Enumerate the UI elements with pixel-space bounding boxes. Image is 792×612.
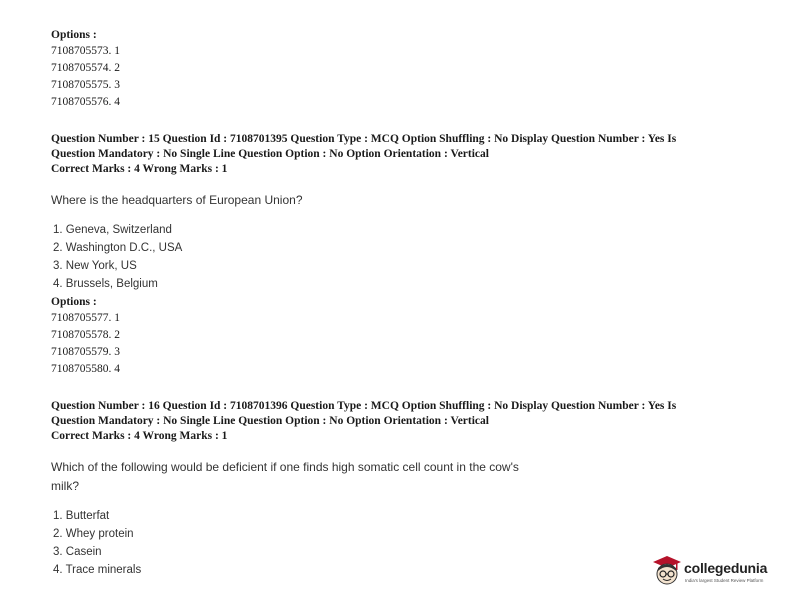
options-label: Options : [51,296,97,308]
answer-choice: 1. Butterfat [53,510,110,522]
question-meta: Question Mandatory : No Single Line Question Option : No Option Orientation : Vertical [51,415,489,427]
answer-choice: 3. Casein [53,546,102,558]
options-label: Options : [51,29,97,41]
option-id: 7108705575. 3 [51,79,120,91]
question-text-continued: milk? [51,479,80,493]
question-meta: Question Number : 15 Question Id : 7108701395 Question Type : MCQ Option Shuffling : No Display Question Number : Yes Is [51,133,677,145]
logo-wordmark: collegedunia [684,560,768,576]
option-id: 7108705576. 4 [51,96,120,108]
question-marks: Correct Marks : 4 Wrong Marks : 1 [51,163,228,175]
graduate-avatar-icon [652,555,682,587]
answer-choice: 3. New York, US [53,260,137,272]
option-id: 7108705573. 1 [51,45,120,57]
logo-tagline: India's largest Student Review Platform [685,578,764,583]
option-id: 7108705577. 1 [51,312,120,324]
collegedunia-logo [652,555,782,591]
answer-choice: 2. Washington D.C., USA [53,242,183,254]
question-text: Which of the following would be deficient if one finds high somatic cell count in the cow's [51,460,519,474]
answer-choice: 4. Trace minerals [53,564,142,576]
question-marks: Correct Marks : 4 Wrong Marks : 1 [51,430,228,442]
question-meta: Question Number : 16 Question Id : 7108701396 Question Type : MCQ Option Shuffling : No Display Question Number : Yes Is [51,400,677,412]
answer-choice: 1. Geneva, Switzerland [53,224,172,236]
option-id: 7108705580. 4 [51,363,120,375]
question-meta: Question Mandatory : No Single Line Question Option : No Option Orientation : Vertical [51,148,489,160]
question-text: Where is the headquarters of European Union? [51,193,303,207]
option-id: 7108705574. 2 [51,62,120,74]
answer-choice: 2. Whey protein [53,528,134,540]
answer-choice: 4. Brussels, Belgium [53,278,158,290]
option-id: 7108705579. 3 [51,346,120,358]
option-id: 7108705578. 2 [51,329,120,341]
